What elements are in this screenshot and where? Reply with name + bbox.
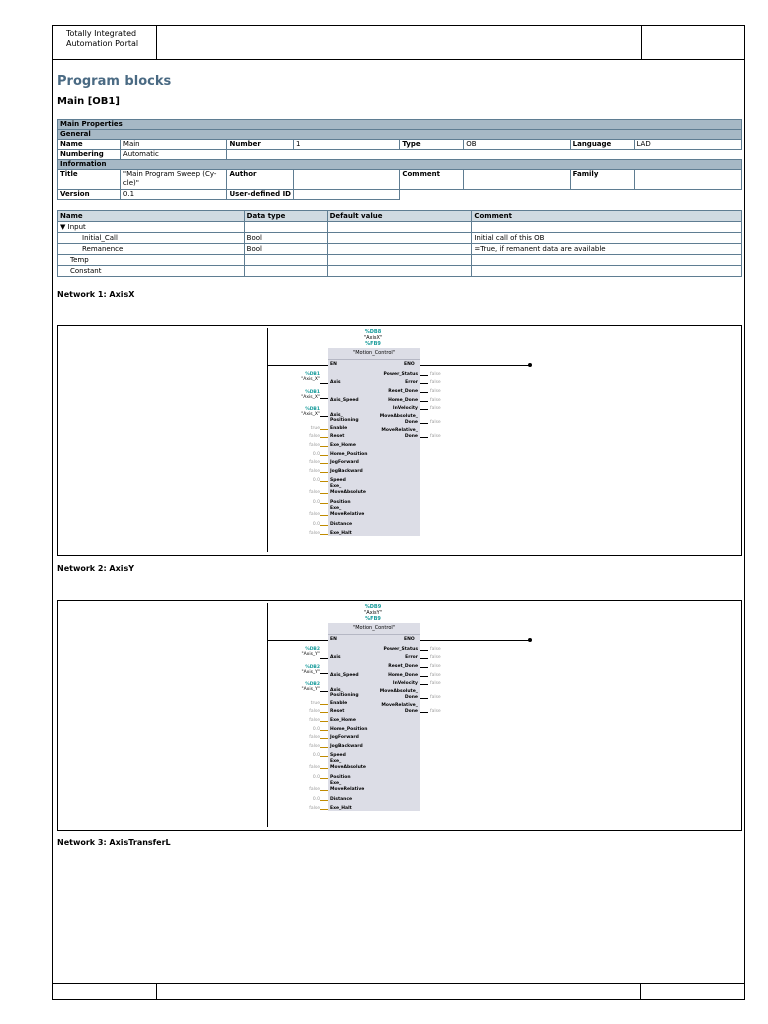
row-default: [327, 244, 472, 255]
fb-output-pin: Done: [404, 695, 418, 700]
author-value: [293, 170, 399, 190]
fb-input-pin: Axis_Speed: [330, 673, 359, 678]
fb-input-pin: Exe_: [330, 506, 342, 511]
output-value: false: [430, 673, 441, 678]
input-section[interactable]: [58, 222, 245, 233]
empty-cell: [327, 222, 472, 233]
output-wire: [420, 375, 428, 376]
axis-db-tag: %DB2: [305, 647, 320, 652]
fb-output-pin: Done: [404, 709, 418, 714]
interface-table: [57, 210, 742, 277]
input-wire: [320, 437, 328, 438]
network-1-diagram: [57, 325, 742, 556]
fb-output-pin: InVelocity: [392, 406, 418, 411]
empty-cell: [227, 150, 742, 160]
input-wire: [320, 800, 328, 801]
input-constant: false: [309, 806, 320, 811]
output-value: false: [430, 372, 441, 377]
output-wire: [420, 383, 428, 384]
numbering-label: Numbering: [58, 150, 121, 160]
empty-cell: [244, 266, 327, 277]
input-constant: true: [310, 701, 320, 706]
numbering-value: Automatic: [120, 150, 227, 160]
input-wire: [320, 778, 328, 779]
userid-label: User-defined ID: [227, 190, 294, 200]
version-label: Version: [58, 190, 121, 200]
input-wire: [320, 472, 328, 473]
input-wire: [320, 790, 328, 791]
empty-cell: [472, 222, 742, 233]
input-constant: 0.0: [312, 452, 320, 457]
row-default: [327, 233, 472, 244]
constant-label: Constant: [58, 266, 245, 277]
input-wire: [320, 658, 328, 659]
input-wire: [320, 704, 328, 705]
row-name: Initial_Call: [58, 233, 245, 244]
instance-db: %DB9: [364, 604, 382, 610]
empty-cell: [327, 266, 472, 277]
eno-wire: [420, 640, 530, 641]
type-label: Type: [400, 140, 464, 150]
number-value: 1: [293, 140, 399, 150]
section-title: Program blocks: [57, 74, 172, 89]
function-block-name: "Motion_Control": [352, 350, 396, 356]
fb-output-pin: Reset_Done: [388, 389, 418, 394]
input-wire: [320, 712, 328, 713]
userid-value: [293, 190, 399, 200]
output-wire: [420, 684, 428, 685]
output-wire: [420, 698, 428, 699]
family-label: Family: [570, 170, 634, 190]
function-block-name: "Motion_Control": [352, 625, 396, 631]
input-constant: false: [309, 460, 320, 465]
output-value: false: [430, 398, 441, 403]
input-constant: 0.0: [312, 775, 320, 780]
fb-input-pin: MoveRelative: [330, 512, 365, 517]
fb-output-pin: Home_Done: [388, 673, 418, 678]
input-wire: [320, 515, 328, 516]
main-properties-bar: Main Properties: [58, 120, 742, 130]
col-default: Default value: [327, 211, 472, 222]
output-wire: [420, 392, 428, 393]
axis-variable: "Axis_Y": [301, 652, 320, 657]
instance-db-name: "AxisX": [363, 335, 383, 341]
fb-input-pin: JogForward: [330, 735, 359, 740]
input-constant: false: [309, 512, 320, 517]
input-wire: [320, 493, 328, 494]
fb-input-pin: Axis_: [330, 688, 343, 693]
axis-db-tag: %DB2: [305, 682, 320, 687]
power-rail: [267, 328, 268, 552]
input-constant: false: [309, 709, 320, 714]
properties-table: [57, 119, 742, 200]
eno-coil-end: [528, 363, 532, 367]
output-wire: [420, 658, 428, 659]
fb-output-pin: Home_Done: [388, 398, 418, 403]
empty-cell: [472, 255, 742, 266]
fb-output-pin: MoveRelative_: [381, 428, 418, 433]
fb-output-pin: Power_Status: [383, 372, 418, 377]
input-label: Input: [67, 223, 86, 231]
fb-output-pin: MoveAbsolute_: [379, 414, 418, 419]
number-label: Number: [227, 140, 294, 150]
fb-input-pin: Position: [330, 500, 351, 505]
input-constant: 0.0: [312, 753, 320, 758]
fb-separator: [328, 359, 420, 360]
col-comment: Comment: [472, 211, 742, 222]
fb-separator: [328, 634, 420, 635]
row-name: Remanence: [58, 244, 245, 255]
fb-input-pin: Axis: [330, 655, 341, 660]
axis-variable: "Axis_X": [301, 395, 320, 400]
instance-db: %DB8: [364, 329, 382, 335]
input-wire: [320, 730, 328, 731]
fb-input-pin: JogBackward: [330, 744, 363, 749]
fb-input-pin: Exe_Home: [330, 718, 356, 723]
input-wire: [320, 446, 328, 447]
input-constant: false: [309, 434, 320, 439]
fb-input-pin: Distance: [330, 522, 353, 527]
input-constant: false: [309, 744, 320, 749]
fb-input-pin: Positioning: [330, 418, 359, 423]
input-wire: [320, 691, 328, 692]
output-value: false: [430, 406, 441, 411]
empty-cell: [327, 255, 472, 266]
fb-output-pin: MoveRelative_: [381, 703, 418, 708]
fb-input-pin: MoveAbsolute: [330, 765, 366, 770]
fb-input-pin: Enable: [330, 426, 348, 431]
output-value: false: [430, 655, 441, 660]
input-constant: true: [310, 426, 320, 431]
output-wire: [420, 409, 428, 410]
fb-input-pin: Distance: [330, 797, 353, 802]
fb-input-pin: JogBackward: [330, 469, 363, 474]
fb-input-pin: Exe_: [330, 781, 342, 786]
output-wire: [420, 712, 428, 713]
output-value: false: [430, 681, 441, 686]
fb-output-pin: Done: [404, 434, 418, 439]
input-wire: [320, 747, 328, 748]
fb-input-pin: Axis: [330, 380, 341, 385]
output-value: false: [430, 420, 441, 425]
output-value: false: [430, 647, 441, 652]
row-type: Bool: [244, 233, 327, 244]
title-value-line2: cle)": [122, 179, 139, 187]
input-wire: [320, 738, 328, 739]
input-wire: [320, 481, 328, 482]
input-constant: 0.0: [312, 522, 320, 527]
input-wire: [320, 809, 328, 810]
input-wire: [320, 768, 328, 769]
pin-en: EN: [330, 637, 337, 642]
fb-input-pin: Axis_: [330, 413, 343, 418]
fb-number: %FB9: [365, 341, 381, 347]
row-type: Bool: [244, 244, 327, 255]
axis-db-tag: %DB2: [305, 665, 320, 670]
axis-db-tag: %DB1: [305, 390, 320, 395]
fb-output-pin: MoveAbsolute_: [379, 689, 418, 694]
fb-output-pin: Reset_Done: [388, 664, 418, 669]
input-constant: 0.0: [312, 727, 320, 732]
axis-variable: "Axis_X": [301, 377, 320, 382]
axis-db-tag: %DB1: [305, 372, 320, 377]
input-wire: [320, 721, 328, 722]
fb-input-pin: Speed: [330, 478, 346, 483]
fb-input-pin: Exe_Halt: [330, 531, 352, 536]
fb-input-pin: Exe_Halt: [330, 806, 352, 811]
col-datatype: Data type: [244, 211, 327, 222]
input-wire: [320, 534, 328, 535]
input-wire: [320, 398, 328, 399]
input-constant: 0.0: [312, 797, 320, 802]
input-constant: 0.0: [312, 478, 320, 483]
input-wire: [320, 455, 328, 456]
input-constant: false: [309, 718, 320, 723]
family-value: [634, 170, 742, 190]
general-bar: General: [58, 130, 742, 140]
fb-input-pin: Reset: [330, 434, 345, 439]
input-wire: [320, 463, 328, 464]
input-constant: false: [309, 735, 320, 740]
fb-output-pin: Error: [405, 655, 418, 660]
output-value: false: [430, 389, 441, 394]
header-title-line1: Totally Integrated: [66, 29, 137, 38]
fb-output-pin: Power_Status: [383, 647, 418, 652]
fb-input-pin: Exe_: [330, 759, 342, 764]
table-row: [58, 244, 742, 255]
header-title-line2: Automation Portal: [66, 39, 139, 48]
input-wire: [320, 525, 328, 526]
input-wire: [320, 503, 328, 504]
comment-value: [464, 170, 570, 190]
input-wire: [320, 756, 328, 757]
fb-input-pin: Axis_Speed: [330, 398, 359, 403]
empty-cell: [472, 266, 742, 277]
row-comment: Initial call of this OB: [472, 233, 742, 244]
input-constant: false: [309, 469, 320, 474]
axis-variable: "Axis_Y": [301, 670, 320, 675]
header-divider: [641, 26, 642, 59]
fb-input-pin: MoveAbsolute: [330, 490, 366, 495]
language-value: LAD: [634, 140, 742, 150]
fb-number: %FB9: [365, 616, 381, 622]
en-wire: [268, 365, 328, 366]
fb-input-pin: Home_Position: [330, 452, 368, 457]
input-constant: false: [309, 787, 320, 792]
input-wire: [320, 429, 328, 430]
page-footer: [52, 983, 745, 1000]
input-constant: 0.0: [312, 500, 320, 505]
pin-en: EN: [330, 362, 337, 367]
output-value: false: [430, 709, 441, 714]
fb-input-pin: Position: [330, 775, 351, 780]
axis-variable: "Axis_Y": [301, 687, 320, 692]
network-2-title: Network 2: AxisY: [57, 564, 135, 573]
name-label: Name: [58, 140, 121, 150]
fb-input-pin: Reset: [330, 709, 345, 714]
axis-variable: "Axis_X": [301, 412, 320, 417]
name-value: Main: [120, 140, 227, 150]
version-value: 0.1: [120, 190, 227, 200]
output-value: false: [430, 434, 441, 439]
fb-input-pin: JogForward: [330, 460, 359, 465]
temp-label: Temp: [58, 255, 245, 266]
footer-divider: [156, 984, 157, 1000]
header-title: [53, 26, 157, 59]
network-2-diagram: [57, 600, 742, 831]
pin-eno: ENO: [404, 362, 415, 367]
output-value: false: [430, 380, 441, 385]
col-name: Name: [58, 211, 245, 222]
triangle-down-icon: ▼: [60, 223, 66, 231]
pin-eno: ENO: [404, 637, 415, 642]
fb-input-pin: Home_Position: [330, 727, 368, 732]
input-constant: false: [309, 443, 320, 448]
title-label: Title: [58, 170, 121, 190]
input-constant: false: [309, 765, 320, 770]
axis-db-tag: %DB1: [305, 407, 320, 412]
table-row: [58, 233, 742, 244]
en-wire: [268, 640, 328, 641]
network-1-title: Network 1: AxisX: [57, 290, 135, 299]
empty-cell: [244, 255, 327, 266]
input-wire: [320, 673, 328, 674]
language-label: Language: [570, 140, 634, 150]
output-value: false: [430, 664, 441, 669]
fb-input-pin: Positioning: [330, 693, 359, 698]
page-header: [52, 25, 745, 60]
network-3-title: Network 3: AxisTransferL: [57, 838, 171, 847]
output-wire: [420, 650, 428, 651]
input-wire: [320, 383, 328, 384]
row-comment: =True, if remanent data are available: [472, 244, 742, 255]
output-wire: [420, 676, 428, 677]
fb-input-pin: Speed: [330, 753, 346, 758]
output-value: false: [430, 695, 441, 700]
type-value: OB: [464, 140, 570, 150]
fb-input-pin: Exe_: [330, 484, 342, 489]
input-constant: false: [309, 490, 320, 495]
author-label: Author: [227, 170, 294, 190]
eno-coil-end: [528, 638, 532, 642]
empty-cell: [400, 190, 742, 200]
title-value: [120, 170, 227, 190]
input-wire: [320, 416, 328, 417]
block-title: Main [OB1]: [57, 96, 120, 107]
fb-input-pin: Exe_Home: [330, 443, 356, 448]
fb-output-pin: Error: [405, 380, 418, 385]
instance-db-name: "AxisY": [363, 610, 383, 616]
empty-cell: [244, 222, 327, 233]
output-wire: [420, 401, 428, 402]
comment-label: Comment: [400, 170, 464, 190]
output-wire: [420, 437, 428, 438]
input-constant: false: [309, 531, 320, 536]
title-value-line1: "Main Program Sweep (Cy-: [122, 170, 217, 178]
eno-wire: [420, 365, 530, 366]
fb-output-pin: Done: [404, 420, 418, 425]
information-bar: Information: [58, 160, 742, 170]
fb-input-pin: MoveRelative: [330, 787, 365, 792]
output-wire: [420, 667, 428, 668]
power-rail: [267, 603, 268, 827]
footer-divider: [640, 984, 641, 1000]
fb-output-pin: InVelocity: [392, 681, 418, 686]
fb-input-pin: Enable: [330, 701, 348, 706]
output-wire: [420, 423, 428, 424]
